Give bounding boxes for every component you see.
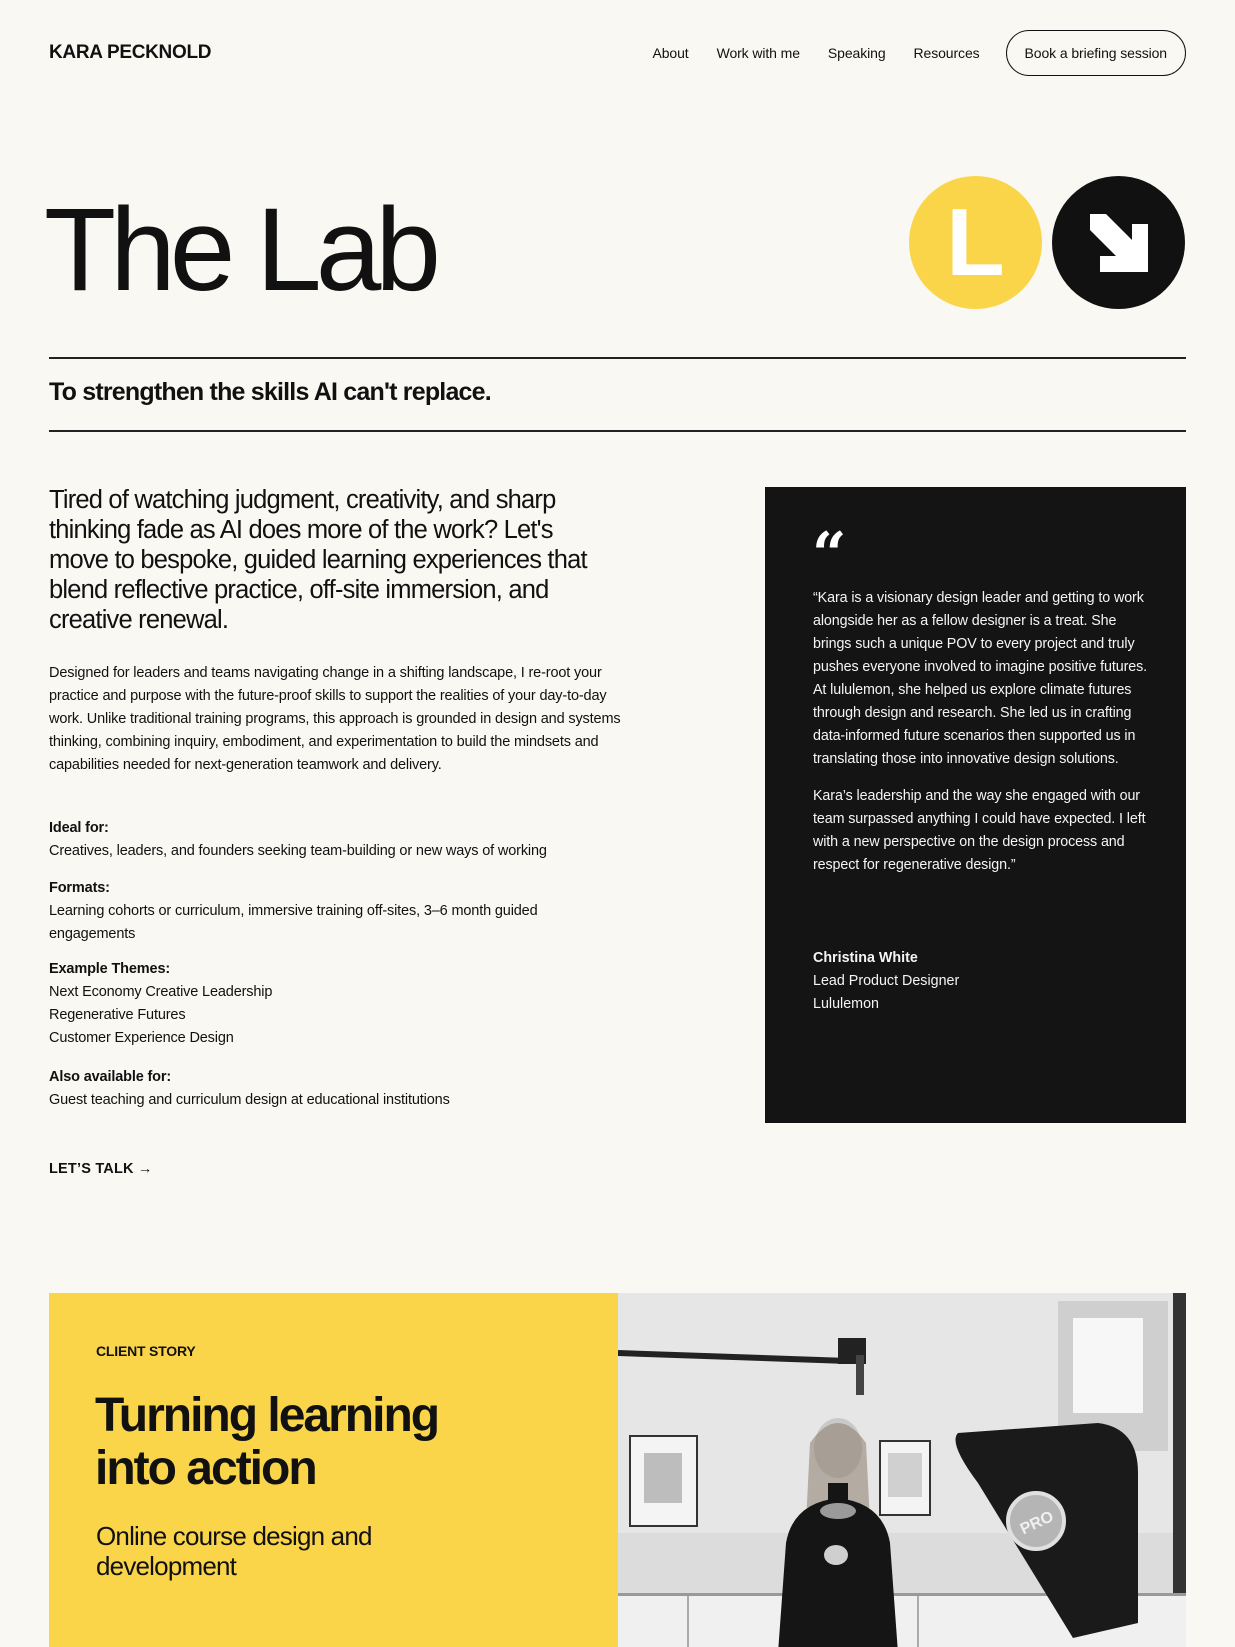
formats-label: Formats:	[49, 880, 110, 896]
arrow-down-right-icon	[1086, 210, 1151, 275]
arrow-badge[interactable]	[1052, 176, 1185, 309]
theme-item: Next Economy Creative Leadership	[49, 984, 273, 1000]
lead-paragraph: Tired of watching judgment, creativity, and sharp thinking fade as AI does more of the work? Let's move to bespoke, guided learning experiences that blend reflective practice, off-site immersion, and creative renewal.	[49, 486, 587, 634]
testimonial-author	[813, 947, 959, 1016]
theme-item: Customer Experience Design	[49, 1030, 234, 1046]
quote-icon: “	[812, 520, 847, 590]
ideal-for-block	[49, 817, 624, 863]
tagline: To strengthen the skills AI can't replace.	[49, 378, 491, 406]
author-role: Lead Product Designer	[813, 973, 960, 989]
brand-logo[interactable]: KARA PECKNOLD	[49, 42, 212, 63]
ideal-for-value: Creatives, leaders, and founders seeking team-building or new ways of working	[49, 843, 547, 859]
page-title: The Lab	[44, 184, 435, 316]
client-story-card[interactable]	[49, 1293, 1186, 1647]
main-nav	[652, 30, 1186, 76]
also-available-block	[49, 1066, 624, 1112]
site-header	[49, 30, 1186, 78]
nav-speaking[interactable]: Speaking	[827, 45, 886, 61]
author-name: Christina White	[813, 950, 918, 966]
divider-bottom	[49, 430, 1186, 432]
lets-talk-link[interactable]: LET’S TALK →	[49, 1161, 153, 1177]
client-story-kicker: CLIENT STORY	[96, 1343, 196, 1359]
client-story-photo	[618, 1293, 1186, 1647]
nav-resources[interactable]: Resources	[913, 45, 980, 61]
ideal-for-label: Ideal for:	[49, 820, 109, 836]
letter-l-badge: L	[909, 176, 1042, 309]
also-available-value: Guest teaching and curriculum design at educational institutions	[49, 1092, 450, 1108]
divider-top	[49, 357, 1186, 359]
nav-work-with-me[interactable]: Work with me	[716, 45, 800, 61]
testimonial-paragraph: “Kara is a visionary design leader and getting to work alongside her as a fellow designer is a treat. She brings such a unique POV to every project and truly pushes everyone involved to imagine positive futures. At lululemon, she helped us explore climate futures through design and research. She led us in crafting data-informed future scenarios then supported us in translating those into innovative design solutions.	[813, 590, 1148, 767]
also-available-label: Also available for:	[49, 1069, 172, 1085]
theme-item: Regenerative Futures	[49, 1007, 186, 1023]
themes-block	[49, 958, 624, 1050]
author-company: Lululemon	[813, 996, 879, 1012]
studio-photo-illustration	[618, 1293, 1186, 1647]
testimonial-text	[813, 587, 1153, 877]
testimonial-paragraph: Kara’s leadership and the way she engaged with our team surpassed anything I could have expected. I left with a new perspective on the design process and respect for regenerative design.”	[813, 788, 1146, 873]
client-story-text-panel	[49, 1293, 618, 1647]
formats-value: Learning cohorts or curriculum, immersive training off-sites, 3–6 month guided engagements	[49, 903, 538, 942]
formats-block	[49, 877, 624, 946]
themes-label: Example Themes:	[49, 961, 171, 977]
body-paragraph: Designed for leaders and teams navigating change in a shifting landscape, I re-root your practice and purpose with the future-proof skills to support the realities of your day-to-day work. Unlike traditional training programs, this approach is grounded in design and systems thinking, combining inquiry, embodiment, and experimentation to build the mindsets and capabilities needed for next-generation teamwork and delivery.	[49, 665, 621, 773]
client-story-title: Turning learning into action	[95, 1389, 439, 1495]
testimonial-card	[765, 487, 1186, 1123]
client-story-subtitle: Online course design and development	[96, 1521, 372, 1581]
nav-about[interactable]: About	[652, 45, 689, 61]
book-briefing-button[interactable]: Book a briefing session	[1006, 30, 1186, 76]
pro-label: PRO	[1017, 1508, 1057, 1539]
